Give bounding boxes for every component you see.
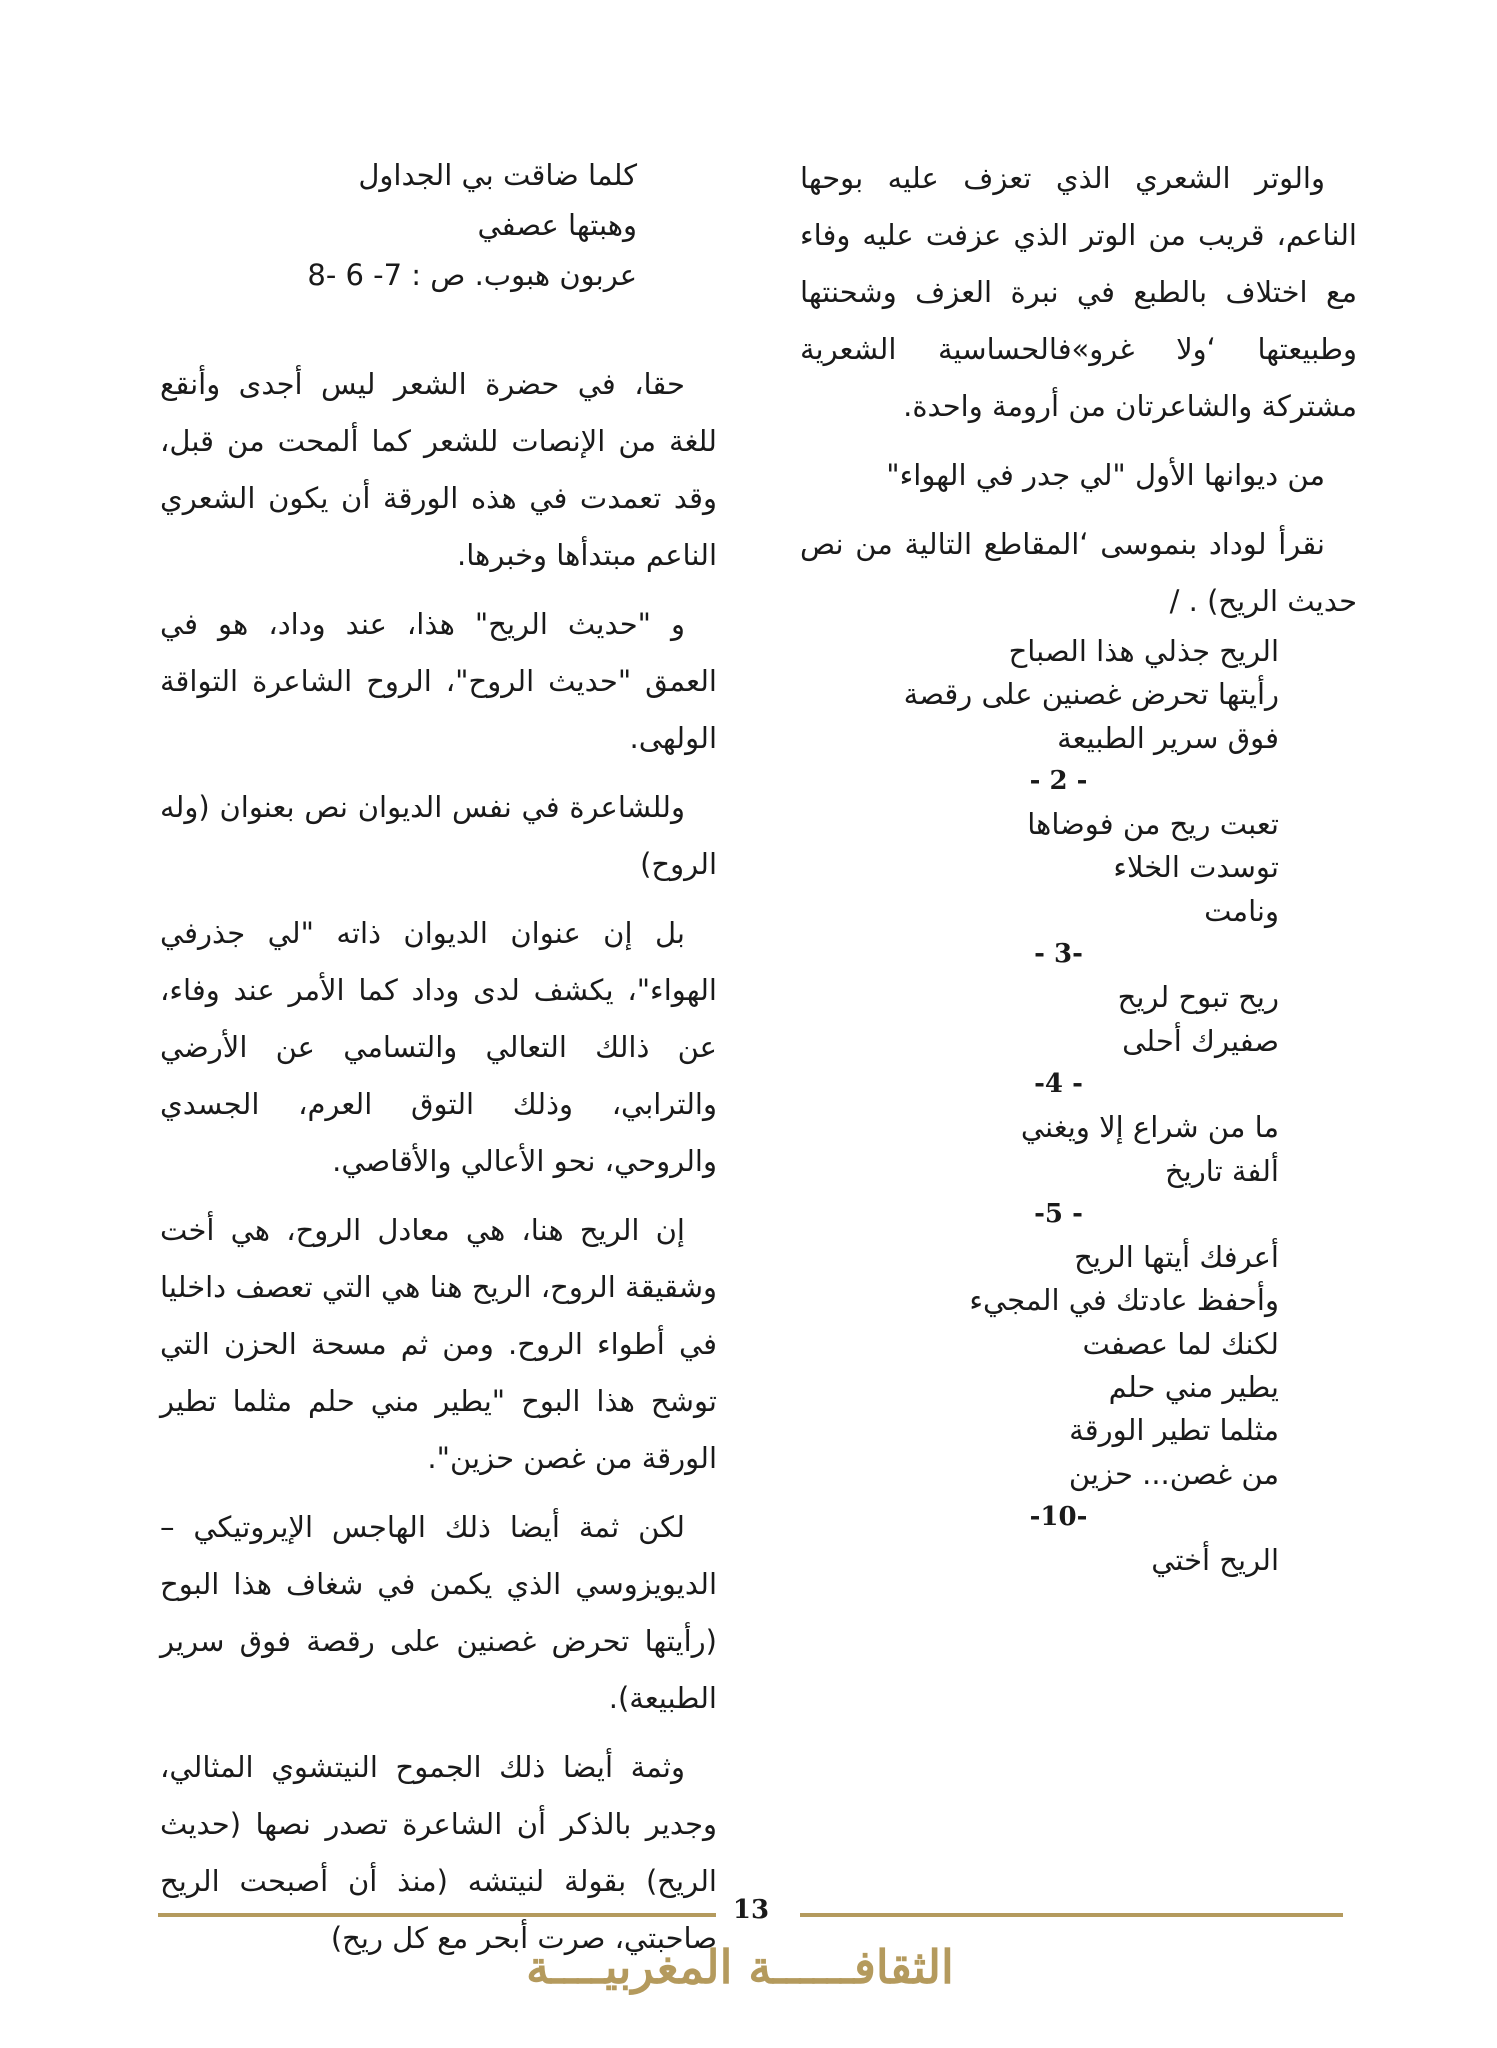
paragraph: إن الريح هنا، هي معادل الروح، هي أخت وشقيقة الروح، الريح هنا هي التي تعصف داخليا في أطواء الروح. ومن ثم مسحة الحزن التي توشح هذا البوح "يطير مني حلم مثلما تطير الورقة من غصن حزين". — [160, 1213, 717, 1475]
stanza-number: - 2 - — [1029, 765, 1088, 796]
poem-line: ما من شراع إلا ويغني — [1020, 1110, 1279, 1145]
poem-line: أعرفك أيتها الريح — [1074, 1240, 1279, 1275]
paragraph: لكن ثمة أيضا ذلك الهاجس الإيروتيكي – الديويزوسي الذي يكمن في شغاف هذا البوح (رأيتها تحرض غصنين على رقصة فوق سرير الطبيعة). — [160, 1510, 717, 1715]
right-column — [800, 150, 1357, 1583]
verse-line: كلما ضاقت بي الجداول — [358, 158, 637, 192]
poem-line: ريح تبوح لريح — [1117, 980, 1279, 1015]
paragraph: حقا، في حضرة الشعر ليس أجدى وأنقع للغة من الإنصات للشعر كما ألمحت من قبل، وقد تعمدت في هذه الورقة أن يكون الشعري الناعم مبتدأها وخبرها. — [160, 367, 717, 572]
verse-line: عربون هبوب. ص : 7- 6 -8 — [307, 258, 637, 292]
stanza-number: - 4- — [1034, 1068, 1083, 1099]
verse-line: وهبتها عصفي — [477, 208, 637, 242]
paragraph: والوتر الشعري الذي تعزف عليه بوحها الناعم، قريب من الوتر الذي عزفت عليه وفاء مع اختلاف بالطبع في نبرة العزف وشحنتها وطبيعتها ‘ولا غرو»فالحساسية الشعرية مشتركة والشاعرتان من أرومة واحدة. — [800, 161, 1357, 423]
paragraph: نقرأ لوداد بنموسى ‘المقاطع التالية من نص حديث الريح) . / — [800, 527, 1357, 618]
page-number: 13 — [732, 1895, 770, 1925]
paragraph: و "حديث الريح" هذا، عند وداد، هو في العمق "حديث الروح"، الروح الشاعرة التواقة الولهى. — [160, 607, 717, 755]
poem-line: ونامت — [1204, 893, 1279, 928]
paragraph: بل إن عنوان الديوان ذاته "لي جذرفي الهواء"، يكشف لدى وداد كما الأمر عند وفاء، عن ذالك التعالي والتسامي عن الأرضي والترابي، وذلك التوق العرم، الجسدي والروحي، نحو الأعالي والأقاصي. — [160, 916, 717, 1178]
poem-line: من غصن... حزين — [1068, 1456, 1279, 1491]
paragraph: من ديوانها الأول "لي جدر في الهواء" — [886, 458, 1325, 492]
poem-line: فوق سرير الطبيعة — [1057, 720, 1279, 755]
poem-line: الريح جذلي هذا الصباح — [1008, 634, 1279, 668]
paragraph: وللشاعرة في نفس الديوان نص بعنوان (وله الروح) — [160, 790, 717, 881]
poem-line: لكنك لما عصفت — [1082, 1326, 1279, 1361]
footer-rule-left — [158, 1913, 716, 1917]
magazine-logo: الثقافــــــة المغربيــــة — [526, 1940, 954, 1994]
stanza-number: -10- — [1029, 1501, 1088, 1532]
stanza-number: -3 - — [1034, 939, 1083, 970]
verse-block — [160, 150, 717, 300]
poem-line: يطير مني حلم — [1108, 1370, 1279, 1405]
poem-line: رأيتها تحرض غصنين على رقصة — [903, 677, 1279, 712]
poem — [800, 630, 1357, 1583]
poem-line: الريح أختي — [1151, 1543, 1279, 1578]
left-column — [160, 150, 717, 1979]
footer-rule-right — [800, 1913, 1343, 1917]
poem-line: تعبت ريح من فوضاها — [1027, 807, 1279, 842]
poem-line: مثلما تطير الورقة — [1069, 1413, 1279, 1448]
stanza-number: - 5- — [1034, 1198, 1083, 1229]
poem-line: وأحفظ عادتك في المجيء — [969, 1283, 1279, 1318]
poem-line: ألفة تاريخ — [1164, 1153, 1279, 1188]
poem-line: توسدت الخلاء — [1113, 850, 1279, 885]
paragraph: وثمة أيضا ذلك الجموح النيتشوي المثالي، وجدير بالذكر أن الشاعرة تصدر نصها (حديث الريح) بقولة لنيتشه (منذ أن أصبحت الريح صاحبتي، صرت أبحر مع كل ريح) — [160, 1750, 717, 1955]
poem-line: صفيرك أحلى — [1122, 1023, 1279, 1058]
